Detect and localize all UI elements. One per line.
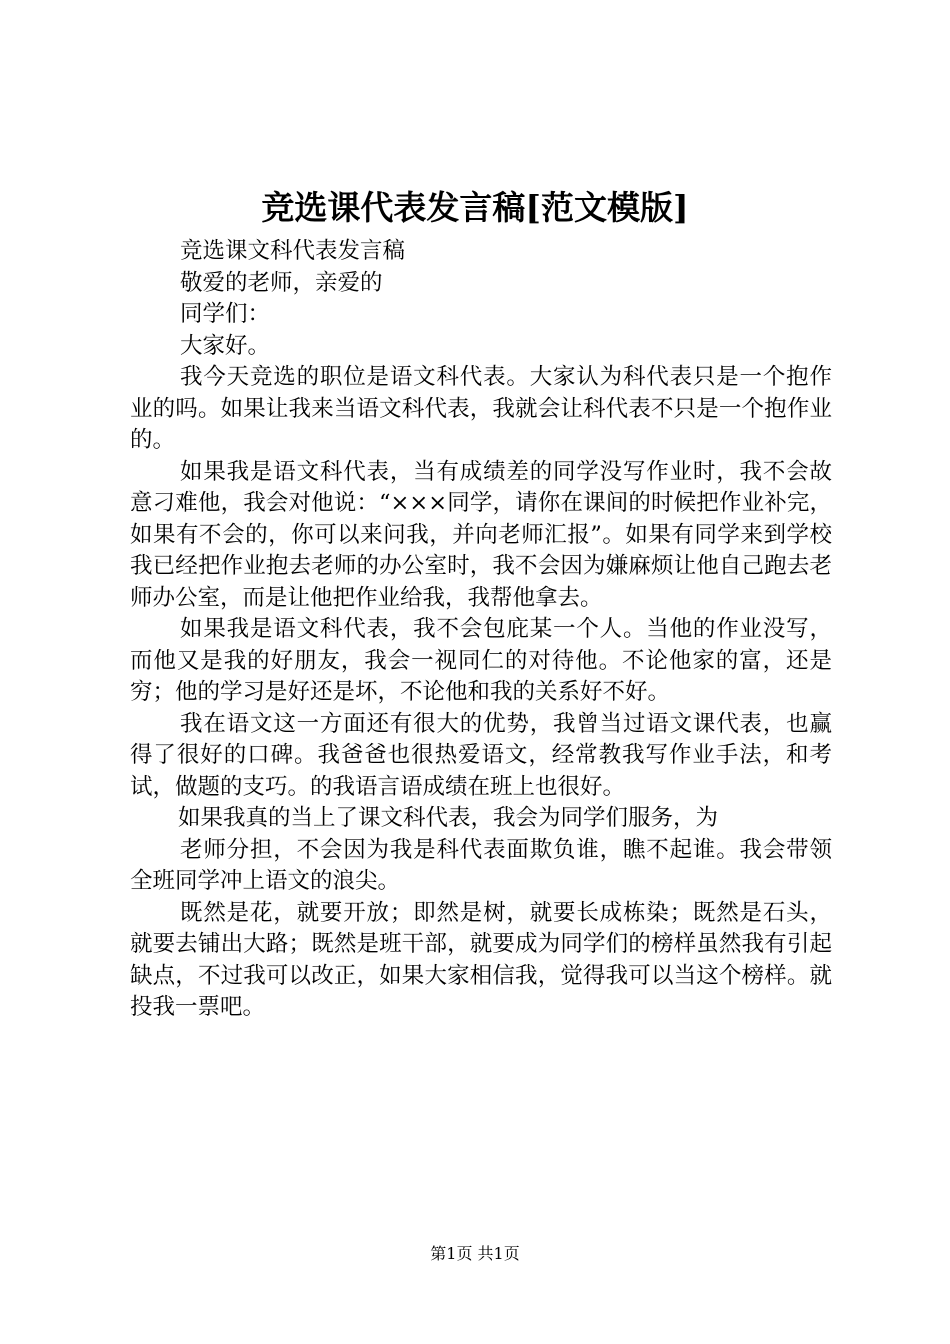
paragraph: 我今天竞选的职位是语文科代表。大家认为科代表只是一个抱作业的吗。如果让我来当语文科代表，我就会让科代表不只是一个抱作业的。 — [130, 364, 832, 453]
paragraph: 如果我是语文科代表，我不会包庇某一个人。当他的作业没写，而他又是我的好朋友，我会一视同仁的对待他。不论他家的富，还是穷；他的学习是好还是坏，不论他和我的关系好不好。 — [130, 616, 832, 705]
paragraph: 既然是花，就要开放；即然是树，就要长成栋染；既然是石头，就要去铺出大路；既然是班干部，就要成为同学们的榜样虽然我有引起缺点，不过我可以改正，如果大家相信我，觉得我可以当这个榜样。就投我一票吧。 — [130, 899, 832, 1020]
document-body — [130, 236, 832, 1024]
paragraph: 如果我是语文科代表，当有成绩差的同学没写作业时，我不会故意刁难他，我会对他说：“×××同学，请你在课间的时候把作业补完，如果有不会的，你可以来问我，并向老师汇报”。如果有同学来到学校我已经把作业抱去老师的办公室时，我不会因为嫌麻烦让他自己跑去老师办公室，而是让他把作业给我，我帮他拿去。 — [130, 458, 832, 611]
paragraph-salutation-2: 同学们： — [180, 301, 271, 327]
paragraph-salutation-1: 敬爱的老师，亲爱的 — [180, 269, 383, 296]
paragraph: 老师分担，不会因为我是科代表面欺负谁，瞧不起谁。我会带领全班同学冲上语文的浪尖。 — [130, 836, 832, 894]
page-number: 第1页 共1页 — [430, 1244, 520, 1263]
document-title: 竞选课代表发言稿[范文模版] — [261, 188, 689, 227]
paragraph: 我在语文这一方面还有很大的优势，我曾当过语文课代表，也赢得了很好的口碑。我爸爸也很热爱语文，经常教我写作业手法，和考试，做题的支巧。的我语言语成绩在班上也很好。 — [130, 710, 832, 800]
paragraph: 如果我真的当上了课文科代表，我会为同学们服务，为 — [178, 805, 719, 831]
paragraph-greeting: 大家好。 — [180, 332, 271, 359]
paragraph-subtitle: 竞选课文科代表发言稿 — [180, 238, 406, 264]
